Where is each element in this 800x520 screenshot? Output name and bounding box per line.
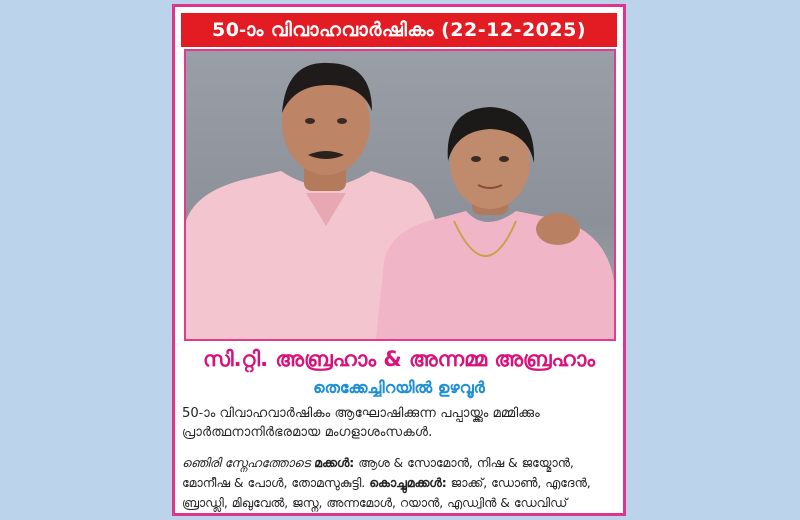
children-names: ആശ & സോമോൻ, നിഷ & ജയ്മോൻ, മോനീഷ & പോൾ, തോമസുകുട്ടി.	[182, 455, 574, 490]
children-label: മക്കൾ:	[314, 455, 355, 470]
greeting-line-2: പ്രാർത്ഥനാനിർഭരമായ മംഗളാശംസകൾ.	[182, 425, 433, 440]
anniversary-banner: 50-ാം വിവാഹവാർഷികം (22-12-2025)	[181, 13, 617, 47]
grandchildren-names: ജാക്ക്, ഡോൺ, എദേൻ, ബ്രാഡ്ലി, മിഖുവേൽ, ജസ്ന, അന്നമോൾ, റയാൻ, എഡ്വിൻ & ഡേവിഡ്	[182, 475, 591, 510]
couple-photo	[184, 49, 616, 341]
family-list	[182, 453, 620, 513]
grandchildren-label: കൊച്ചുമക്കൾ:	[369, 475, 447, 490]
greeting-line-1: 50-ാം വിവാഹവാർഷികം ആഘോഷിക്കുന്ന പപ്പായ്ക്കും മമ്മിക്കും	[182, 406, 540, 421]
couple-illustration	[186, 51, 614, 339]
house-name: തെക്കേച്ചിറയിൽ ഉഴവൂർ	[313, 378, 485, 397]
greeting-message	[182, 404, 620, 442]
anniversary-card	[172, 4, 626, 516]
family-intro: ഞെിരി സ്നേഹത്തോടെ	[182, 455, 311, 470]
couple-names: സി.റ്റി. അബ്രഹാം & അന്നമ്മ അബ്രഹാം	[202, 347, 596, 371]
